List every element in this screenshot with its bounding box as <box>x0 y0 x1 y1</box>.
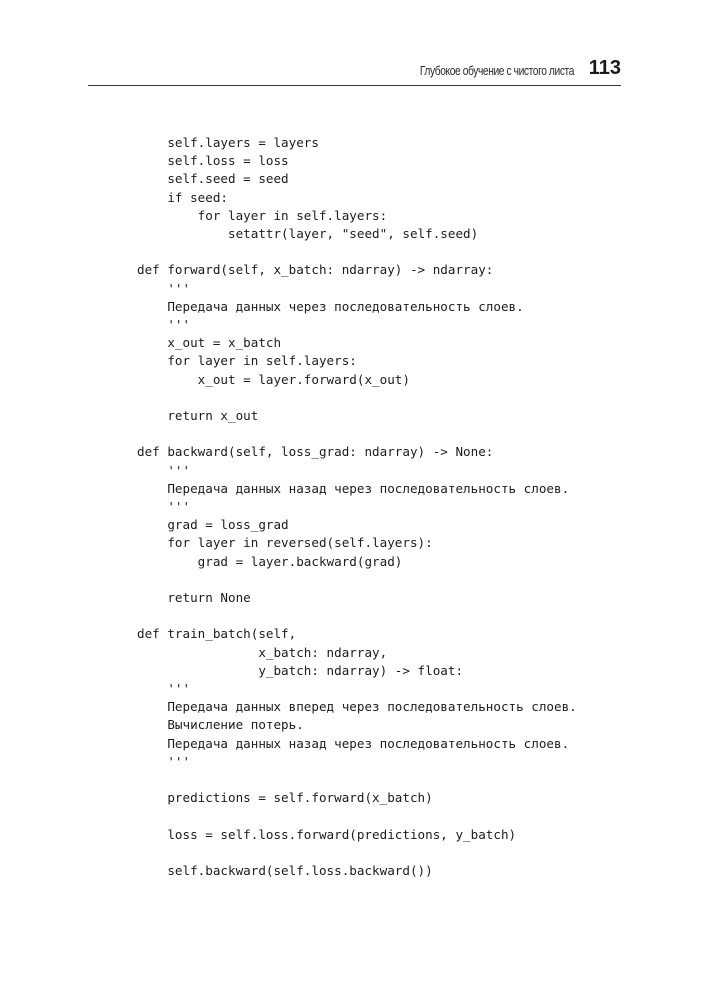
code-line: return x_out <box>137 408 259 424</box>
code-line: ''' <box>137 317 191 333</box>
code-line: Вычисление потерь. <box>137 717 304 733</box>
code-line: def backward(self, loss_grad: ndarray) -> None: <box>137 444 494 460</box>
code-line <box>137 771 577 789</box>
code-line: self.seed = seed <box>137 171 289 187</box>
code-line: for layer in self.layers: <box>137 353 357 369</box>
code-line: Передача данных назад через последовательность слоев. <box>137 480 570 496</box>
code-line <box>137 389 577 407</box>
code-line: self.backward(self.loss.backward()) <box>137 863 433 878</box>
code-line: def forward(self, x_batch: ndarray) -> ndarray: <box>137 262 494 278</box>
code-line <box>137 844 577 862</box>
code-line: ''' <box>137 499 191 515</box>
page-number: 113 <box>588 57 621 79</box>
code-line: x_batch: ndarray, <box>137 644 388 660</box>
code-line: def train_batch(self, <box>137 626 297 642</box>
code-line: Передача данных через последовательность слоев. <box>137 298 524 314</box>
code-line: Передача данных вперед через последовательность слоев. <box>137 699 577 715</box>
code-line: grad = loss_grad <box>137 517 289 533</box>
code-line: y_batch: ndarray) -> float: <box>137 662 464 678</box>
code-line: for layer in self.layers: <box>137 207 388 223</box>
code-line: loss = self.loss.forward(predictions, y_batch) <box>137 826 517 842</box>
code-line: return None <box>137 590 251 606</box>
code-line: if seed: <box>137 189 228 205</box>
running-title: Глубокое обучение с чистого листа <box>419 64 574 78</box>
code-line: setattr(layer, "seed", self.seed) <box>137 226 479 242</box>
header-rule <box>88 85 621 86</box>
code-line: Передача данных назад через последовательность слоев. <box>137 735 570 751</box>
code-line: ''' <box>137 280 191 296</box>
code-line: self.loss = loss <box>137 153 289 169</box>
code-line <box>137 607 577 625</box>
code-line <box>137 243 577 261</box>
code-line <box>137 571 577 589</box>
code-line: ''' <box>137 753 191 769</box>
code-line: x_out = x_batch <box>137 335 282 351</box>
page-header <box>88 56 621 88</box>
code-line: for layer in reversed(self.layers): <box>137 535 433 551</box>
code-line: x_out = layer.forward(x_out) <box>137 371 410 387</box>
code-line: grad = layer.backward(grad) <box>137 553 403 569</box>
code-line <box>137 425 577 443</box>
code-line: ''' <box>137 681 191 697</box>
code-line: self.layers = layers <box>137 135 319 150</box>
code-line: ''' <box>137 462 191 478</box>
code-line: predictions = self.forward(x_batch) <box>137 790 433 806</box>
code-listing <box>137 134 577 880</box>
code-line <box>137 807 577 825</box>
